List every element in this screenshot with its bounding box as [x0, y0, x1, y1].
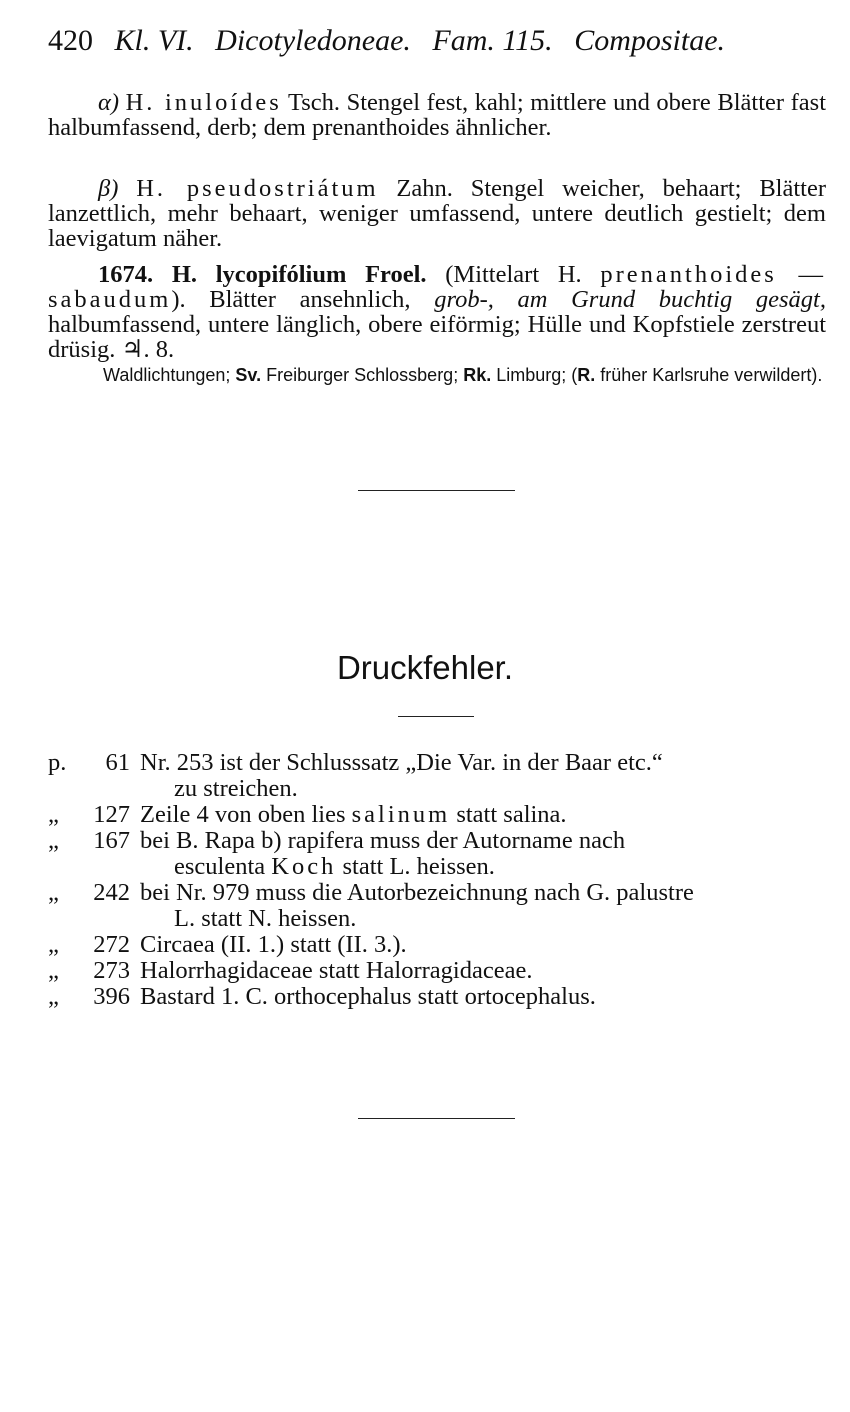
locality-region: Sv.: [235, 365, 262, 385]
errata-prefix: „: [48, 957, 59, 984]
variety-description: Zahn. Stengel weicher, behaart; Blätter lanzettlich, mehr behaart, weniger umfassend, untere deutlich gestielt; dem laevigatum näher.: [48, 175, 826, 252]
errata-page: 272: [93, 931, 130, 958]
errata-item: [48, 932, 826, 958]
species-spaced-text: prenanthoides — sabaudum: [48, 261, 826, 313]
species-text-2: ). Blätter ansehnlich,: [171, 286, 435, 313]
errata-text: Circaea (II. 1.) statt (II. 3.).: [140, 931, 407, 958]
errata-text: bei B. Rapa b) rapifera muss der Autorname nach: [140, 827, 626, 854]
species-1674: [48, 262, 826, 362]
variety-beta: [48, 176, 826, 251]
header-subclass: Dicotyledoneae.: [215, 24, 411, 57]
errata-item: [48, 880, 826, 932]
locality-region: R.: [577, 365, 596, 385]
variety-marker: β): [98, 175, 119, 202]
errata-continuation: L. statt N. heissen.: [174, 905, 357, 932]
errata-page: 273: [93, 957, 130, 984]
errata-continuation: zu streichen.: [174, 775, 298, 802]
locality-note: [48, 366, 826, 384]
title-underline: [398, 716, 474, 717]
errata-text: statt L. heissen.: [336, 853, 495, 880]
errata-page: 396: [93, 983, 130, 1010]
running-header: [48, 24, 828, 58]
section-divider: [358, 490, 515, 491]
errata-text: bei Nr. 979 muss die Autorbezeichnung nach G. palustre: [140, 879, 694, 906]
errata-text: Zeile 4 von oben lies: [140, 801, 352, 828]
locality-text: früher Karlsruhe verwildert).: [595, 365, 823, 385]
variety-name: H. pseudostriátum: [136, 175, 379, 202]
locality-text: Waldlichtungen;: [103, 365, 236, 385]
species-text-3: halbumfassend, untere länglich, obere eiförmig; Hülle und Kopfstiele zerstreut drüsig. ♃. 8.: [48, 311, 826, 363]
errata-prefix: „: [48, 931, 59, 958]
errata-title: Druckfehler.: [336, 649, 514, 686]
errata-spaced-text: salinum: [351, 801, 451, 828]
errata-prefix: „: [48, 801, 59, 828]
closing-divider: [358, 1118, 515, 1119]
locality-text: Limburg; (: [491, 365, 578, 385]
errata-spaced-text: Koch: [271, 853, 337, 880]
errata-prefix: „: [48, 983, 59, 1010]
errata-text: Nr. 253 ist der Schlusssatz „Die Var. in der Baar etc.“: [140, 749, 663, 776]
errata-continuation: [140, 854, 826, 880]
errata-page: 242: [93, 879, 130, 906]
species-text-1: (Mittelart H.: [426, 261, 601, 288]
page-number: 420: [48, 24, 93, 57]
errata-item: [48, 750, 826, 802]
errata-item: [48, 802, 826, 828]
errata-prefix: „: [48, 827, 59, 854]
locality-region: Rk.: [463, 365, 492, 385]
errata-page: 61: [105, 749, 130, 776]
variety-name: H. inuloídes: [125, 89, 282, 116]
errata-item: [48, 958, 826, 984]
errata-text: statt salina.: [450, 801, 567, 828]
variety-alpha: [48, 90, 826, 140]
errata-list: [48, 750, 826, 1010]
variety-marker: α): [98, 89, 120, 116]
species-number-name: 1674. H. lycopifólium Froel.: [98, 261, 427, 288]
header-family: Fam. 115.: [432, 24, 553, 57]
header-family-name: Compositae.: [574, 24, 726, 57]
errata-page: 127: [93, 801, 130, 828]
errata-page: 167: [93, 827, 130, 854]
errata-item: [48, 828, 826, 880]
variety-description: Tsch. Stengel fest, kahl; mittlere und obere Blätter fast halbumfassend, derb; dem prenanthoides ähnlicher.: [48, 89, 826, 141]
errata-prefix: p.: [48, 749, 67, 776]
locality-text: Freiburger Schlossberg;: [261, 365, 464, 385]
errata-item: [48, 984, 826, 1010]
header-class: Kl. VI.: [114, 24, 194, 57]
species-italic-text: grob-, am Grund buchtig gesägt,: [434, 286, 826, 313]
errata-prefix: „: [48, 879, 59, 906]
errata-text: Bastard 1. C. orthocephalus statt ortocephalus.: [140, 983, 596, 1010]
errata-text: esculenta: [174, 853, 272, 880]
errata-text: Halorrhagidaceae statt Halorragidaceae.: [140, 957, 533, 984]
